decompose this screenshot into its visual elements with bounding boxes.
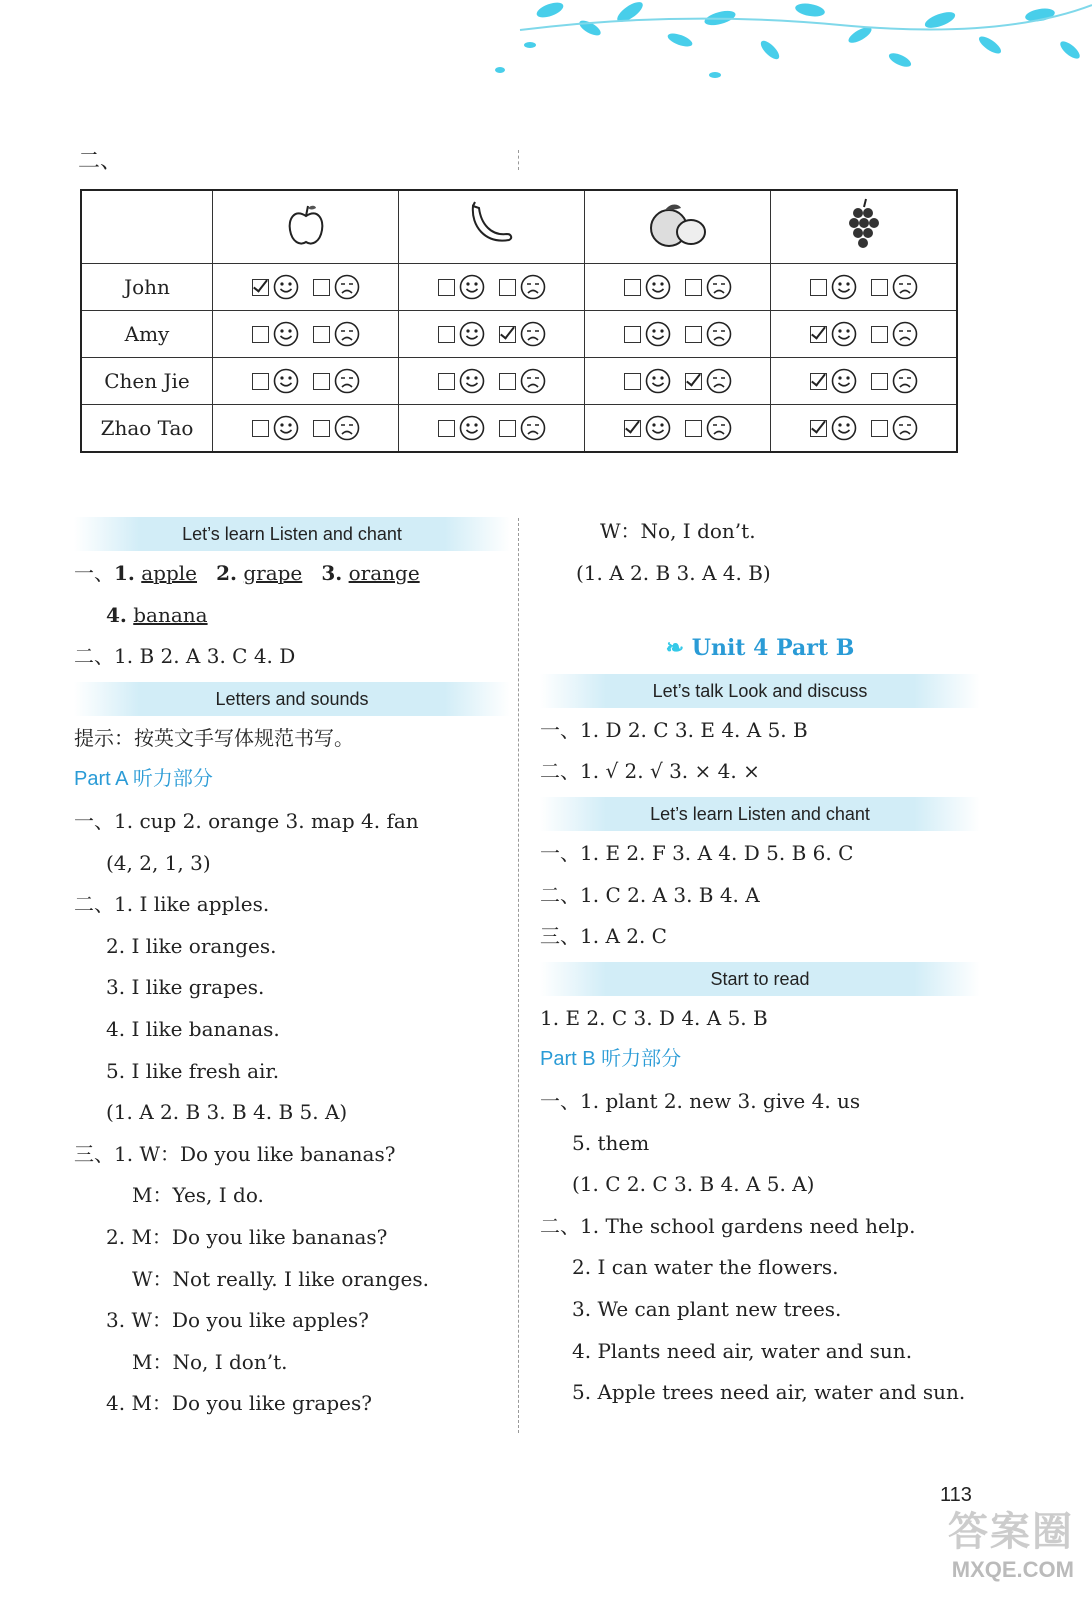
table-row [81,264,957,311]
checkbox[interactable] [810,373,827,390]
checkbox[interactable] [313,279,330,296]
sad-face-icon [892,368,918,394]
answer-line: 4. M：Do you like grapes? [106,1391,372,1416]
smiley-face-icon [645,368,671,394]
part-a-heading: Part A 听力部分 [74,768,213,791]
checkbox[interactable] [313,326,330,343]
like-option[interactable] [624,368,671,394]
preference-cell [771,405,958,453]
like-option[interactable] [252,368,299,394]
answer-line: 一、1. D 2. C 3. E 4. A 5. B [540,717,808,742]
answer-line: 5. them [572,1130,650,1155]
sad-face-icon [334,415,360,441]
section-label: 二、 [78,149,123,174]
leaf-icon: ❧ [665,635,692,662]
checkbox[interactable] [624,420,641,437]
dislike-option[interactable] [499,415,546,441]
table-row [81,311,957,358]
checkbox[interactable] [438,420,455,437]
checkbox[interactable] [871,373,888,390]
preference-cell [585,264,771,311]
answer-line: M：No, I don’t. [132,1349,288,1374]
answer-line: 一、1. plant 2. new 3. give 4. us [540,1088,861,1113]
checkbox[interactable] [810,420,827,437]
dislike-option[interactable] [685,368,732,394]
smiley-face-icon [831,274,857,300]
watermark: 答案圈 MXQE.COM [948,1510,1074,1582]
unit-title: ❧ Unit 4 Part B [665,635,855,662]
preference-cell [585,311,771,358]
answer-line: (1. C 2. C 3. B 4. A 5. A) [572,1172,815,1197]
like-option[interactable] [624,415,671,441]
sad-face-icon [334,321,360,347]
student-name: Chen Jie [81,358,213,405]
sad-face-icon [520,415,546,441]
answer-line: 三、1. A 2. C [540,924,667,949]
smiley-face-icon [459,321,485,347]
checkbox[interactable] [685,279,702,296]
answer-line: 三、1. W：Do you like bananas? [74,1141,396,1166]
page-number: 113 [940,1484,972,1506]
smiley-face-icon [273,415,299,441]
like-option[interactable] [252,321,299,347]
column-divider [518,518,519,1433]
checkbox[interactable] [871,420,888,437]
checkbox[interactable] [624,373,641,390]
checkbox[interactable] [313,373,330,390]
checkbox[interactable] [252,420,269,437]
sad-face-icon [892,321,918,347]
answer-line: 3. We can plant new trees. [572,1296,842,1321]
preference-cell [771,264,958,311]
dislike-option[interactable] [685,321,732,347]
preference-cell [585,405,771,453]
answer-line: 3. W：Do you like apples? [106,1308,369,1333]
leaf-decoration [480,0,1092,100]
dislike-option[interactable] [499,368,546,394]
answer-line: 一、1. apple 2. grape 3. orange [74,561,420,585]
answer-line: 一、1. E 2. F 3. A 4. D 5. B 6. C [540,840,854,865]
smiley-face-icon [459,274,485,300]
checkbox[interactable] [252,326,269,343]
preference-cell [213,264,399,311]
smiley-face-icon [273,368,299,394]
answer-line: W：Not really. I like oranges. [132,1266,429,1291]
checkbox[interactable] [871,279,888,296]
smiley-face-icon [645,415,671,441]
answer-line: 4. Plants need air, water and sun. [572,1338,913,1363]
checkbox[interactable] [624,326,641,343]
answer-line: 1. E 2. C 3. D 4. A 5. B [540,1005,768,1030]
dislike-option[interactable] [685,415,732,441]
checkbox[interactable] [871,326,888,343]
orange-icon [585,190,771,264]
smiley-face-icon [273,321,299,347]
answer-line: 3. I like grapes. [106,975,265,1000]
dislike-option[interactable] [871,415,918,441]
smiley-face-icon [459,415,485,441]
dislike-option[interactable] [313,368,360,394]
preference-cell [399,405,585,453]
answer-line: 一、1. cup 2. orange 3. map 4. fan [74,808,419,833]
checkbox[interactable] [499,373,516,390]
tip-line: 提示：按英文手写体规范书写。 [74,725,354,750]
smiley-face-icon [645,321,671,347]
student-name: Amy [81,311,213,358]
sad-face-icon [520,274,546,300]
smiley-face-icon [273,274,299,300]
sad-face-icon [892,274,918,300]
answer-line: 二、1. C 2. A 3. B 4. A [540,882,760,907]
sad-face-icon [706,321,732,347]
checkbox[interactable] [313,420,330,437]
checkbox[interactable] [499,279,516,296]
dislike-option[interactable] [871,368,918,394]
like-option[interactable] [810,274,857,300]
smiley-face-icon [831,368,857,394]
preference-cell [399,311,585,358]
sad-face-icon [520,321,546,347]
checkbox[interactable] [810,279,827,296]
checkbox[interactable] [810,326,827,343]
section-band-letters-sounds: Letters and sounds [74,682,510,716]
table-row [81,358,957,405]
checkbox[interactable] [685,373,702,390]
preference-cell [213,311,399,358]
section-band-lets-talk: Let’s talk Look and discuss [540,674,980,708]
sad-face-icon [334,274,360,300]
like-option[interactable] [438,274,485,300]
dislike-option[interactable] [871,274,918,300]
smiley-face-icon [645,274,671,300]
checkbox[interactable] [499,420,516,437]
answer-line: (1. A 2. B 3. B 4. B 5. A) [106,1100,348,1125]
section-band-lets-learn: Let’s learn Listen and chant [540,797,980,831]
sad-face-icon [334,368,360,394]
column-divider-top [518,150,519,170]
preference-cell [399,358,585,405]
answer-line: W：No, I don’t. [600,519,756,543]
answer-line: 2. I can water the flowers. [572,1255,839,1280]
sad-face-icon [520,368,546,394]
dislike-option[interactable] [313,274,360,300]
checkbox[interactable] [499,326,516,343]
answer-line: (4, 2, 1, 3) [106,850,211,875]
grapes-icon [771,190,958,264]
left-column [74,513,510,1425]
checkbox[interactable] [438,373,455,390]
answer-line: 二、1. B 2. A 3. C 4. D [74,644,296,669]
like-option[interactable] [438,415,485,441]
smiley-face-icon [831,321,857,347]
preference-cell [213,358,399,405]
answer-line: 2. M：Do you like bananas? [106,1224,388,1249]
part-b-heading: Part B 听力部分 [540,1048,682,1071]
like-option[interactable] [624,321,671,347]
fruit-preference-table [80,189,958,453]
checkbox[interactable] [252,373,269,390]
table-row [81,405,957,453]
dislike-option[interactable] [871,321,918,347]
answer-line: 5. Apple trees need air, water and sun. [572,1380,966,1405]
dislike-option[interactable] [499,321,546,347]
checkbox[interactable] [685,420,702,437]
answer-line: (1. A 2. B 3. A 4. B) [576,560,771,585]
preference-cell [771,358,958,405]
sad-face-icon [706,274,732,300]
answer-line: 二、1. The school gardens need help. [540,1213,916,1238]
checkbox[interactable] [252,279,269,296]
right-column [540,511,980,1414]
apple-icon [213,190,399,264]
preference-cell [585,358,771,405]
answer-line: 4. banana [106,602,208,627]
sad-face-icon [892,415,918,441]
answer-line: 2. I like oranges. [106,933,277,958]
like-option[interactable] [810,368,857,394]
checkbox[interactable] [624,279,641,296]
answer-line: M：Yes, I do. [132,1183,264,1208]
checkbox[interactable] [685,326,702,343]
student-name: Zhao Tao [81,405,213,453]
sad-face-icon [706,415,732,441]
preference-cell [771,311,958,358]
answer-line: 5. I like fresh air. [106,1058,280,1083]
checkbox[interactable] [438,326,455,343]
answer-line: 二、1. √ 2. √ 3. × 4. × [540,759,760,784]
like-option[interactable] [252,415,299,441]
like-option[interactable] [810,415,857,441]
student-name: John [81,264,213,311]
dislike-option[interactable] [499,274,546,300]
answer-line: 二、1. I like apples. [74,892,270,917]
answer-line: 4. I like bananas. [106,1016,280,1041]
like-option[interactable] [438,321,485,347]
section-band-start-to-read: Start to read [540,962,980,996]
dislike-option[interactable] [685,274,732,300]
sad-face-icon [706,368,732,394]
preference-cell [213,405,399,453]
like-option[interactable] [624,274,671,300]
preference-cell [399,264,585,311]
banana-icon [399,190,585,264]
like-option[interactable] [810,321,857,347]
dislike-option[interactable] [313,415,360,441]
checkbox[interactable] [438,279,455,296]
dislike-option[interactable] [313,321,360,347]
section-band-lets-learn: Let’s learn Listen and chant [74,517,510,551]
smiley-face-icon [459,368,485,394]
like-option[interactable] [438,368,485,394]
like-option[interactable] [252,274,299,300]
smiley-face-icon [831,415,857,441]
